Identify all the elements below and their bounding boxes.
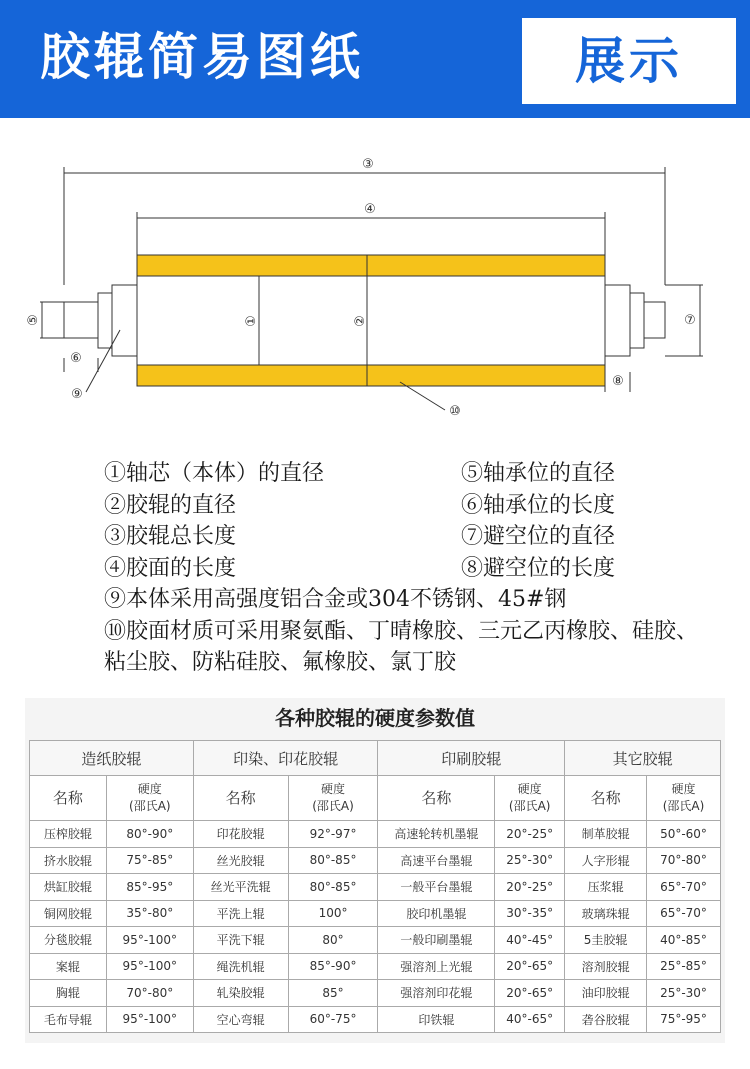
table-row	[30, 847, 721, 874]
legend-row	[104, 521, 704, 553]
hardness-cell: 100°	[288, 900, 378, 927]
roller-name-cell: 分毯胶辊	[30, 927, 107, 954]
group-header: 其它胶辊	[565, 741, 721, 776]
hardness-table	[29, 740, 721, 1033]
group-header-row	[30, 741, 721, 776]
marker-9: ⑨	[71, 387, 83, 402]
roller-name-cell: 一般平台墨辊	[378, 874, 495, 901]
hardness-cell: 20°-25°	[495, 874, 565, 901]
hardness-cell: 25°-30°	[495, 847, 565, 874]
hardness-cell: 30°-35°	[495, 900, 565, 927]
name-header: 名称	[30, 776, 107, 821]
legend-row	[104, 490, 704, 522]
marker-7: ⑦	[684, 313, 696, 328]
table-row	[30, 874, 721, 901]
hardness-cell: 25°-30°	[647, 980, 721, 1007]
table-row	[30, 927, 721, 954]
roller-name-cell: 案辊	[30, 953, 107, 980]
hardness-cell: 80°	[288, 927, 378, 954]
group-header: 印刷胶辊	[378, 741, 565, 776]
hardness-cell: 20°-25°	[495, 821, 565, 848]
header-banner	[0, 0, 750, 118]
roller-name-cell: 胶印机墨辊	[378, 900, 495, 927]
roller-name-cell: 强溶剂上光辊	[378, 953, 495, 980]
roller-name-cell: 玻璃珠辊	[565, 900, 647, 927]
roller-name-cell: 胸辊	[30, 980, 107, 1007]
hardness-cell: 75°-95°	[647, 1006, 721, 1033]
hardness-cell: 95°-100°	[106, 1006, 193, 1033]
name-header: 名称	[378, 776, 495, 821]
hardness-cell: 70°-80°	[106, 980, 193, 1007]
hardness-cell: 40°-85°	[647, 927, 721, 954]
roller-name-cell: 烘缸胶辊	[30, 874, 107, 901]
marker-2: ②	[353, 315, 368, 327]
table-row	[30, 953, 721, 980]
roller-name-cell: 毛布导辊	[30, 1006, 107, 1033]
legend-item: ⑧避空位的长度	[461, 555, 616, 581]
table-row	[30, 1006, 721, 1033]
legend-item: ⑦避空位的直径	[461, 524, 616, 549]
legend-item: ⑥轴承位的长度	[461, 492, 616, 518]
roller-name-cell: 平洗上辊	[193, 900, 288, 927]
roller-name-cell: 砻谷胶辊	[565, 1006, 647, 1033]
legend-item: ⑤轴承位的直径	[461, 461, 616, 486]
banner-highlight: 展示	[575, 32, 683, 90]
roller-name-cell: 制革胶辊	[565, 821, 647, 848]
roller-name-cell: 高速轮转机墨辊	[378, 821, 495, 848]
hardness-cell: 40°-45°	[495, 927, 565, 954]
hardness-header: 硬度 (邵氏A)	[495, 776, 565, 821]
legend-row	[104, 458, 704, 490]
hardness-cell: 35°-80°	[106, 900, 193, 927]
column-header-row	[30, 776, 721, 821]
hardness-header: 硬度 (邵氏A)	[288, 776, 378, 821]
hardness-cell: 20°-65°	[495, 953, 565, 980]
hardness-cell: 95°-100°	[106, 953, 193, 980]
marker-6: ⑥	[70, 351, 82, 366]
roller-name-cell: 5圭胶辊	[565, 927, 647, 954]
hardness-cell: 65°-70°	[647, 874, 721, 901]
roller-name-cell: 压浆辊	[565, 874, 647, 901]
banner-highlight-box	[522, 18, 736, 104]
group-header: 造纸胶辊	[30, 741, 194, 776]
marker-4: ④	[364, 202, 376, 217]
marker-5: ⑤	[26, 314, 41, 326]
marker-10: ⑩	[449, 404, 461, 419]
name-header: 名称	[193, 776, 288, 821]
roller-name-cell: 丝光胶辊	[193, 847, 288, 874]
legend-item: ②胶辊的直径	[104, 492, 237, 518]
banner-title: 胶辊简易图纸	[40, 28, 364, 86]
roller-name-cell: 一般印刷墨辊	[378, 927, 495, 954]
hardness-header: 硬度 (邵氏A)	[106, 776, 193, 821]
roller-name-cell: 油印胶辊	[565, 980, 647, 1007]
legend-item: ③胶辊总长度	[104, 524, 237, 549]
roller-name-cell: 溶剂胶辊	[565, 953, 647, 980]
roller-name-cell: 轧染胶辊	[193, 980, 288, 1007]
hardness-cell: 85°	[288, 980, 378, 1007]
marker-1: ①	[244, 315, 259, 327]
roller-name-cell: 人字形辊	[565, 847, 647, 874]
table-row	[30, 980, 721, 1007]
hardness-cell: 80°-85°	[288, 847, 378, 874]
hardness-cell: 95°-100°	[106, 927, 193, 954]
roller-diagram	[0, 130, 750, 440]
hardness-cell: 92°-97°	[288, 821, 378, 848]
legend-note-10: ⑩胶面材质可采用聚氨酯、丁晴橡胶、三元乙丙橡胶、硅胶、粘尘胶、防粘硅胶、氟橡胶、氯丁胶	[104, 618, 699, 675]
hardness-cell: 85°-90°	[288, 953, 378, 980]
name-header: 名称	[565, 776, 647, 821]
hardness-cell: 50°-60°	[647, 821, 721, 848]
roller-name-cell: 高速平台墨辊	[378, 847, 495, 874]
group-header: 印染、印花胶辊	[193, 741, 378, 776]
roller-name-cell: 平洗下辊	[193, 927, 288, 954]
hardness-cell: 60°-75°	[288, 1006, 378, 1033]
marker-3: ③	[362, 157, 374, 172]
legend-item: ④胶面的长度	[104, 555, 237, 581]
roller-name-cell: 丝光平洗辊	[193, 874, 288, 901]
marker-8: ⑧	[612, 374, 624, 389]
roller-name-cell: 压榨胶辊	[30, 821, 107, 848]
hardness-table-panel	[25, 698, 725, 1043]
hardness-cell: 80°-85°	[288, 874, 378, 901]
roller-name-cell: 印铁辊	[378, 1006, 495, 1033]
hardness-cell: 70°-80°	[647, 847, 721, 874]
hardness-cell: 75°-85°	[106, 847, 193, 874]
hardness-cell: 40°-65°	[495, 1006, 565, 1033]
table-title: 各种胶辊的硬度参数值	[275, 706, 475, 730]
roller-name-cell: 空心弯辊	[193, 1006, 288, 1033]
legend-item: ①轴芯（本体）的直径	[104, 461, 325, 486]
legend-note-9: ⑨本体采用高强度铝合金或304不锈钢、45#钢	[104, 587, 567, 612]
hardness-cell: 65°-70°	[647, 900, 721, 927]
legend-row	[104, 553, 704, 585]
table-row	[30, 821, 721, 848]
roller-name-cell: 强溶剂印花辊	[378, 980, 495, 1007]
roller-name-cell: 挤水胶辊	[30, 847, 107, 874]
roller-name-cell: 绳洗机辊	[193, 953, 288, 980]
roller-name-cell: 铜网胶辊	[30, 900, 107, 927]
hardness-header: 硬度 (邵氏A)	[647, 776, 721, 821]
hardness-cell: 85°-95°	[106, 874, 193, 901]
legend	[104, 458, 704, 679]
hardness-cell: 25°-85°	[647, 953, 721, 980]
hardness-cell: 80°-90°	[106, 821, 193, 848]
table-body	[30, 821, 721, 1033]
hardness-cell: 20°-65°	[495, 980, 565, 1007]
roller-name-cell: 印花胶辊	[193, 821, 288, 848]
table-row	[30, 900, 721, 927]
